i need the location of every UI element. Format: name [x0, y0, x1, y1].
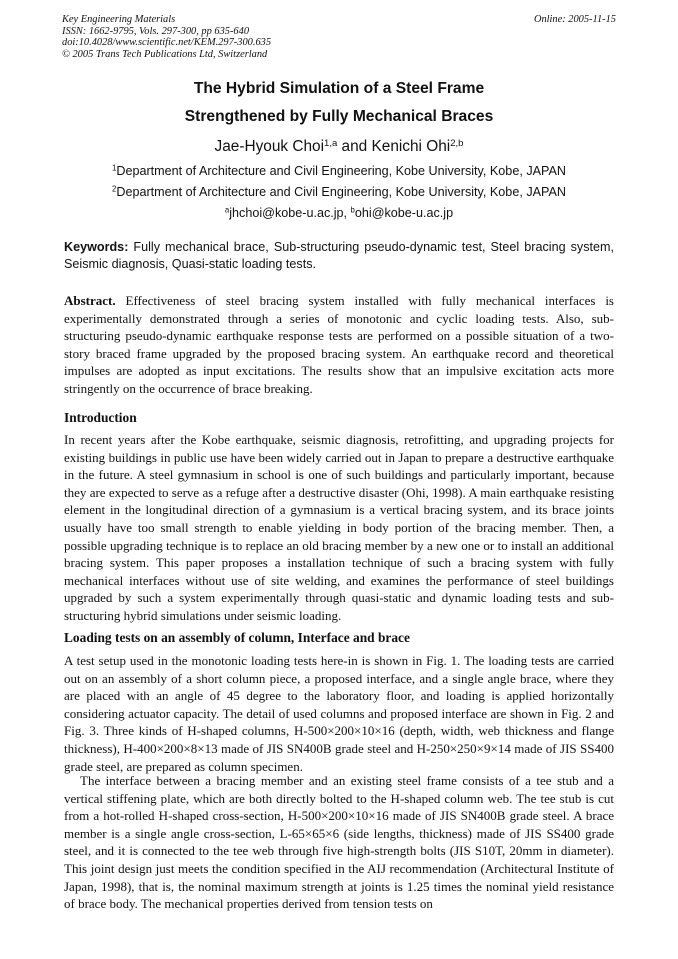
- journal-copyright: © 2005 Trans Tech Publications Ltd, Switzerland: [62, 48, 268, 60]
- author-2-name: Kenichi Ohi: [371, 138, 451, 155]
- email-b-sup: b: [350, 205, 355, 215]
- author-2-sup: 2,b: [450, 137, 464, 149]
- abstract-label: Abstract.: [64, 293, 116, 308]
- author-1-name: Jae-Hyouk Choi: [214, 138, 325, 155]
- online-date: [534, 14, 616, 26]
- keywords-text: Fully mechanical brace, Sub-structuring pseudo-dynamic test, Steel bracing system, Seismic diagnosis, Quasi-static loading tests.: [64, 240, 614, 272]
- keywords-label: Keywords:: [64, 240, 129, 254]
- affiliation-1-sup: 1: [112, 163, 117, 173]
- email-a[interactable]: jhchoi@kobe-u.ac.jp,: [229, 206, 348, 220]
- loading-tests-paragraph-1: A test setup used in the monotonic loading tests here-in is shown in Fig. 1. The loading tests are carried out on an assembly of a short column piece, a proposed interface, and a single angle brace, where they are placed with an angle of 45 degree to the laboratory floor, and loading is applied horizontally considering actuator capacity. The detail of used columns and proposed interface are shown in Fig. 2 and Fig. 3. Three kinds of H-shaped columns, H-500×200×10×16 (depth, width, web thickness and flange thickness), H-400×200×8×13 made of JIS SN400B grade steel and H-250×250×9×14 made of JIS SS400 grade steel, are prepared as column specimen.: [64, 653, 614, 774]
- paper-title-line-2: Strengthened by Fully Mechanical Braces: [184, 108, 494, 125]
- affiliation-2: [0, 185, 678, 199]
- author-emails: [0, 206, 678, 220]
- author-list: [0, 138, 678, 156]
- journal-header: [62, 14, 271, 60]
- online-date-text: Online: 2005-11-15: [533, 14, 616, 25]
- loading-tests-paragraph-2: The interface between a bracing member and an existing steel frame consists of a tee stub and a vertical stiffening plate, which are both directly bolted to the H-shaped column web. The tee stub is cut from a hot-rolled H-shaped cross-section, H-500×200×10×16 made of JIS SN400B grade steel. A brace member is a single angle cross-section, L-65×65×6 (side lengths, thickness) made of JIS SS400 grade steel, and it is connected to the tee web through five high-strength bolts (JIS S10T, 20mm in diameter). This joint design just meets the condition specified in the AIJ recommendation (Architectural Institute of Japan, 1998), that is, the nominal maximum strength at joints is 1.25 times the nominal yield resistance of brace body. The mechanical properties derived from tension tests on: [64, 773, 614, 912]
- abstract-block: [64, 292, 614, 398]
- affiliation-2-text: Department of Architecture and Civil Engineering, Kobe University, Kobe, JAPAN: [116, 185, 566, 199]
- email-b[interactable]: ohi@kobe-u.ac.jp: [354, 206, 454, 220]
- journal-doi[interactable]: doi:10.4028/www.scientific.net/KEM.297-300.635: [62, 37, 272, 49]
- introduction-paragraph: In recent years after the Kobe earthquake, seismic diagnosis, retrofitting, and upgrading projects for existing buildings in public use have been widely carried out in Japan to prepare a destructive earthquake in the future. A steel gymnasium in school is one of such buildings and particularly important, because they are expected to serve as a refuge after a destructive disaster (Ohi, 1998). A main earthquake resisting element in the longitudinal direction of a gymnasium is a vertical bracing system, and its brace joints usually have too small strength to enable yielding in body portion of the bracing member. Then, a possible upgrading technique is to replace an old bracing member by a new one or to install an additional bracing system. This paper proposes a installation technique of such a bracing system with fully mechanical interfaces without use of site welding, and examines the performance of steel buildings upgraded by such a system experimentally through quasi-static and dynamic loading tests and sub-structuring hybrid simulations under seismic loading.: [64, 432, 614, 623]
- journal-issn: ISSN: 1662-9795, Vols. 297-300, pp 635-640: [62, 25, 250, 37]
- introduction-heading: Introduction: [64, 410, 137, 425]
- loading-tests-heading: Loading tests on an assembly of column, Interface and brace: [64, 630, 410, 645]
- email-a-sup: a: [224, 205, 230, 215]
- journal-name: Key Engineering Materials: [62, 14, 176, 25]
- affiliation-2-sup: 2: [112, 184, 117, 194]
- abstract-text: Effectiveness of steel bracing system installed with fully mechanical interfaces is experimentally demonstrated through a series of monotonic and cyclic loading tests. Also, sub-structuring pseudo-dynamic earthquake response tests are performed on a possible situation of a two-story braced frame upgraded by the proposed bracing system. An earthquake record and theoretical impulses are adopted as input excitations. The results show that an impulsive excitation acts more stringently on the occurrence of brace breaking.: [64, 293, 614, 396]
- affiliation-1-text: Department of Architecture and Civil Engineering, Kobe University, Kobe, JAPAN: [116, 164, 566, 178]
- keywords-block: [64, 239, 614, 273]
- affiliation-1: [0, 164, 678, 178]
- author-1-sup: 1,a: [324, 137, 338, 149]
- paper-title-line-1: The Hybrid Simulation of a Steel Frame: [193, 80, 485, 97]
- author-conjunction: and: [337, 138, 372, 155]
